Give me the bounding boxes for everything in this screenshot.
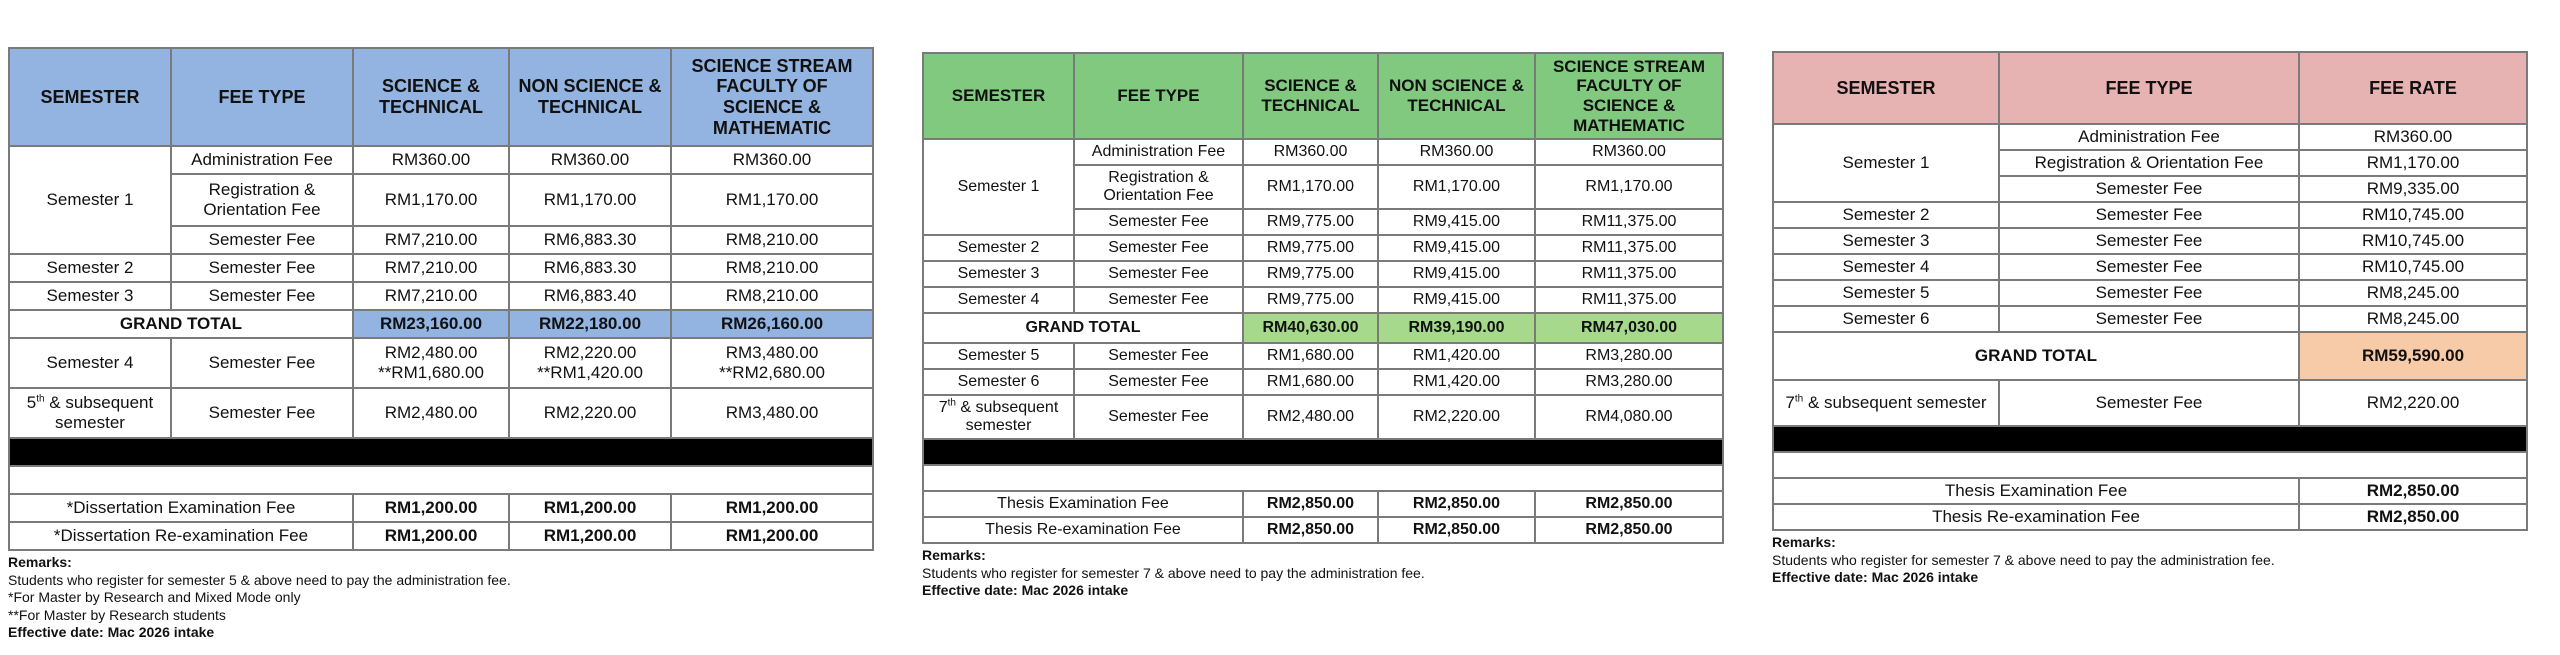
table-row <box>923 261 1723 287</box>
amount-cell: RM7,210.00 <box>353 226 509 254</box>
amount-cell: RM1,680.00 <box>1243 369 1378 395</box>
grand-total-amount: RM39,190.00 <box>1378 313 1535 343</box>
remarks-line: *For Master by Research and Mixed Mode only <box>8 589 301 605</box>
fee-type-cell: Administration Fee <box>171 146 353 174</box>
remarks-title: Remarks: <box>8 554 72 570</box>
amount-cell: RM2,850.00 <box>1378 517 1535 543</box>
remarks-line: Students who register for semester 7 & above need to pay the administration fee. <box>1772 551 2275 568</box>
amount-cell: RM360.00 <box>2299 124 2527 150</box>
grand-total-label: GRAND TOTAL <box>923 313 1243 343</box>
semester-cell: Semester 1 <box>923 139 1074 235</box>
exam-fee-label: *Dissertation Re-examination Fee <box>9 522 353 550</box>
amount-cell: RM9,775.00 <box>1243 235 1378 261</box>
remarks <box>8 554 874 642</box>
amount-cell: RM2,850.00 <box>1535 517 1723 543</box>
exam-fee-label: Thesis Examination Fee <box>923 491 1243 517</box>
amount-line: **RM1,680.00 <box>378 363 484 382</box>
amount-cell: RM8,210.00 <box>671 254 873 282</box>
exam-row <box>923 517 1723 543</box>
amount-cell: RM8,210.00 <box>671 282 873 310</box>
grand-total-row <box>923 313 1723 343</box>
amount-cell: RM9,775.00 <box>1243 209 1378 235</box>
grand-total-label: GRAND TOTAL <box>1773 332 2299 380</box>
semester-cell: Semester 3 <box>1773 228 1999 254</box>
amount-cell: RM2,480.00 <box>1243 395 1378 439</box>
fee-type-cell: Semester Fee <box>1999 254 2299 280</box>
header-fee-rate: FEE RATE <box>2299 52 2527 124</box>
amount-cell: RM3,280.00 <box>1535 369 1723 395</box>
header-row <box>923 53 1723 139</box>
amount-line: **RM2,680.00 <box>719 363 825 382</box>
fee-type-cell: Semester Fee <box>1074 261 1243 287</box>
grand-total-amount: RM26,160.00 <box>671 310 873 338</box>
fee-table-3-block <box>1772 51 2528 587</box>
semester-cell: Semester 1 <box>1773 124 1999 202</box>
semester-cell <box>1773 380 1999 426</box>
table-row <box>9 146 873 174</box>
amount-cell: RM2,850.00 <box>1535 491 1723 517</box>
semester-cell <box>923 395 1074 439</box>
amount-cell: RM1,170.00 <box>1535 165 1723 209</box>
spacer-row <box>923 465 1723 491</box>
amount-cell: RM1,170.00 <box>353 174 509 226</box>
header-fee-type: FEE TYPE <box>1999 52 2299 124</box>
fee-type-cell: Semester Fee <box>1999 280 2299 306</box>
semester-cell: Semester 1 <box>9 146 171 254</box>
ordinal-suffix: th <box>1794 393 1804 405</box>
semester-cell: Semester 3 <box>923 261 1074 287</box>
fee-type-cell: Semester Fee <box>1074 395 1243 439</box>
amount-cell: RM4,080.00 <box>1535 395 1723 439</box>
semester-cell: Semester 6 <box>1773 306 1999 332</box>
fee-type-cell: Registration & Orientation Fee <box>1074 165 1243 209</box>
amount-cell: RM8,245.00 <box>2299 306 2527 332</box>
amount-cell: RM1,170.00 <box>1243 165 1378 209</box>
remarks <box>1772 534 2528 587</box>
exam-fee-label: Thesis Examination Fee <box>1773 478 2299 504</box>
table-row <box>923 369 1723 395</box>
semester-suffix: & subsequent semester <box>955 398 1059 434</box>
header-non-science-technical: NON SCIENCE & TECHNICAL <box>1378 53 1535 139</box>
amount-cell: RM2,850.00 <box>1378 491 1535 517</box>
header-non-science-technical: NON SCIENCE & TECHNICAL <box>509 48 671 146</box>
table-row <box>9 388 873 438</box>
semester-cell: Semester 2 <box>923 235 1074 261</box>
header-row <box>9 48 873 146</box>
ordinal-suffix: th <box>36 393 45 405</box>
amount-cell: RM2,220.00 <box>509 388 671 438</box>
amount-cell: RM9,775.00 <box>1243 261 1378 287</box>
amount-cell: RM2,480.00 <box>353 388 509 438</box>
exam-fee-label: Thesis Re-examination Fee <box>923 517 1243 543</box>
header-row <box>1773 52 2527 124</box>
amount-cell: RM10,745.00 <box>2299 202 2527 228</box>
amount-cell: RM7,210.00 <box>353 282 509 310</box>
fee-type-cell: Semester Fee <box>1999 176 2299 202</box>
amount-cell: RM9,415.00 <box>1378 261 1535 287</box>
amount-cell: RM2,850.00 <box>2299 504 2527 530</box>
amount-cell: RM1,170.00 <box>2299 150 2527 176</box>
header-science-stream: SCIENCE STREAM FACULTY OF SCIENCE & MATHEMATIC <box>1535 53 1723 139</box>
amount-cell: RM1,200.00 <box>353 522 509 550</box>
table-row <box>923 235 1723 261</box>
amount-cell: RM2,220.00 <box>1378 395 1535 439</box>
header-fee-type: FEE TYPE <box>1074 53 1243 139</box>
remarks-title: Remarks: <box>922 547 986 563</box>
semester-number: 7 <box>938 398 948 416</box>
amount-cell: RM1,170.00 <box>509 174 671 226</box>
semester-suffix: & subsequent semester <box>1803 393 1987 413</box>
exam-row <box>923 491 1723 517</box>
amount-cell: RM2,850.00 <box>1243 491 1378 517</box>
header-semester: SEMESTER <box>9 48 171 146</box>
fee-type-cell: Semester Fee <box>171 282 353 310</box>
amount-cell: RM1,200.00 <box>353 494 509 522</box>
spacer-row <box>1773 452 2527 478</box>
amount-line: RM2,480.00 <box>384 343 478 363</box>
table-row <box>1773 280 2527 306</box>
amount-cell: RM1,200.00 <box>509 494 671 522</box>
spacer-row <box>9 466 873 494</box>
semester-cell: Semester 4 <box>923 287 1074 313</box>
table-row <box>1773 254 2527 280</box>
amount-cell <box>671 338 873 388</box>
fee-type-cell: Semester Fee <box>1999 202 2299 228</box>
grand-total-amount: RM40,630.00 <box>1243 313 1378 343</box>
effective-date: Effective date: Mac 2026 intake <box>1772 569 1979 585</box>
amount-cell: RM6,883.40 <box>509 282 671 310</box>
amount-cell: RM9,775.00 <box>1243 287 1378 313</box>
amount-cell: RM9,335.00 <box>2299 176 2527 202</box>
table-row <box>9 254 873 282</box>
amount-cell: RM2,850.00 <box>1243 517 1378 543</box>
fee-type-cell: Semester Fee <box>171 226 353 254</box>
fee-table-3 <box>1772 51 2528 531</box>
amount-cell: RM3,280.00 <box>1535 343 1723 369</box>
amount-cell: RM6,883.30 <box>509 226 671 254</box>
header-fee-type: FEE TYPE <box>171 48 353 146</box>
table-row <box>1773 124 2527 150</box>
table-row <box>9 338 873 388</box>
amount-cell: RM10,745.00 <box>2299 228 2527 254</box>
amount-cell: RM9,415.00 <box>1378 287 1535 313</box>
fee-type-cell: Semester Fee <box>1074 235 1243 261</box>
amount-cell: RM2,220.00 <box>2299 380 2527 426</box>
grand-total-row <box>9 310 873 338</box>
grand-total-label: GRAND TOTAL <box>9 310 353 338</box>
fee-type-cell: Semester Fee <box>1074 343 1243 369</box>
table-row <box>1773 228 2527 254</box>
fee-type-cell: Administration Fee <box>1999 124 2299 150</box>
fee-type-cell: Semester Fee <box>171 338 353 388</box>
amount-cell: RM360.00 <box>1378 139 1535 165</box>
amount-cell: RM360.00 <box>1243 139 1378 165</box>
amount-cell: RM9,415.00 <box>1378 235 1535 261</box>
grand-total-amount: RM47,030.00 <box>1535 313 1723 343</box>
header-semester: SEMESTER <box>1773 52 1999 124</box>
separator-bar <box>1773 426 2527 452</box>
remarks-line: Students who register for semester 5 & above need to pay the administration fee. <box>8 571 511 588</box>
exam-row <box>9 494 873 522</box>
amount-cell: RM1,170.00 <box>1378 165 1535 209</box>
effective-date: Effective date: Mac 2026 intake <box>8 624 215 640</box>
fee-type-cell: Semester Fee <box>1074 369 1243 395</box>
fee-type-cell: Registration & Orientation Fee <box>171 174 353 226</box>
amount-cell: RM360.00 <box>353 146 509 174</box>
exam-row <box>9 522 873 550</box>
header-science-technical: SCIENCE & TECHNICAL <box>353 48 509 146</box>
semester-cell: Semester 4 <box>1773 254 1999 280</box>
semester-cell: Semester 2 <box>9 254 171 282</box>
amount-cell: RM1,200.00 <box>671 522 873 550</box>
amount-cell: RM1,200.00 <box>671 494 873 522</box>
header-science-stream: SCIENCE STREAM FACULTY OF SCIENCE & MATHEMATIC <box>671 48 873 146</box>
remarks-title: Remarks: <box>1772 534 1836 550</box>
amount-cell <box>353 338 509 388</box>
semester-cell: Semester 5 <box>923 343 1074 369</box>
semester-cell: Semester 3 <box>9 282 171 310</box>
amount-cell: RM1,680.00 <box>1243 343 1378 369</box>
amount-cell: RM3,480.00 <box>671 388 873 438</box>
grand-total-amount: RM22,180.00 <box>509 310 671 338</box>
table-row <box>9 282 873 310</box>
amount-cell: RM10,745.00 <box>2299 254 2527 280</box>
amount-cell: RM11,375.00 <box>1535 287 1723 313</box>
fee-type-cell: Semester Fee <box>1999 380 2299 426</box>
ordinal-suffix: th <box>947 397 956 409</box>
amount-cell: RM1,200.00 <box>509 522 671 550</box>
fee-type-cell: Semester Fee <box>1999 306 2299 332</box>
amount-cell: RM11,375.00 <box>1535 235 1723 261</box>
exam-fee-label: Thesis Re-examination Fee <box>1773 504 2299 530</box>
header-science-technical: SCIENCE & TECHNICAL <box>1243 53 1378 139</box>
semester-cell: Semester 5 <box>1773 280 1999 306</box>
amount-cell: RM360.00 <box>1535 139 1723 165</box>
fee-table-1-block <box>8 47 874 642</box>
amount-line: RM2,220.00 <box>543 343 637 363</box>
fee-type-cell: Semester Fee <box>1074 287 1243 313</box>
semester-number: 7 <box>1785 393 1795 413</box>
amount-cell: RM1,420.00 <box>1378 369 1535 395</box>
amount-line: RM3,480.00 <box>725 343 819 363</box>
fee-type-cell: Registration & Orientation Fee <box>1999 150 2299 176</box>
amount-cell: RM2,850.00 <box>2299 478 2527 504</box>
table-row <box>1773 380 2527 426</box>
amount-cell: RM6,883.30 <box>509 254 671 282</box>
effective-date: Effective date: Mac 2026 intake <box>922 582 1129 598</box>
semester-suffix: & subsequent semester <box>44 393 154 432</box>
amount-cell: RM360.00 <box>671 146 873 174</box>
fee-type-cell: Semester Fee <box>1999 228 2299 254</box>
amount-cell: RM9,415.00 <box>1378 209 1535 235</box>
amount-cell: RM8,245.00 <box>2299 280 2527 306</box>
header-semester: SEMESTER <box>923 53 1074 139</box>
exam-row <box>1773 478 2527 504</box>
remarks-line: **For Master by Research students <box>8 606 226 623</box>
amount-cell: RM8,210.00 <box>671 226 873 254</box>
table-row <box>1773 306 2527 332</box>
semester-number: 5 <box>26 393 37 413</box>
separator-bar <box>923 439 1723 465</box>
table-row <box>923 287 1723 313</box>
table-row <box>923 139 1723 165</box>
remarks <box>922 547 1724 600</box>
fee-table-2-block <box>922 52 1724 600</box>
table-row <box>923 343 1723 369</box>
semester-cell: Semester 6 <box>923 369 1074 395</box>
amount-cell <box>509 338 671 388</box>
fee-type-cell: Semester Fee <box>171 254 353 282</box>
grand-total-amount: RM59,590.00 <box>2299 332 2527 380</box>
semester-cell: Semester 4 <box>9 338 171 388</box>
semester-cell: Semester 2 <box>1773 202 1999 228</box>
fee-type-cell: Administration Fee <box>1074 139 1243 165</box>
grand-total-row <box>1773 332 2527 380</box>
separator-bar <box>9 438 873 466</box>
fee-table-2 <box>922 52 1724 544</box>
semester-cell <box>9 388 171 438</box>
exam-fee-label: *Dissertation Examination Fee <box>9 494 353 522</box>
amount-cell: RM1,170.00 <box>671 174 873 226</box>
fee-type-cell: Semester Fee <box>1074 209 1243 235</box>
table-row <box>923 395 1723 439</box>
fee-table-1 <box>8 47 874 551</box>
amount-cell: RM360.00 <box>509 146 671 174</box>
table-row <box>1773 202 2527 228</box>
amount-cell: RM11,375.00 <box>1535 261 1723 287</box>
amount-line: **RM1,420.00 <box>537 363 643 382</box>
amount-cell: RM1,420.00 <box>1378 343 1535 369</box>
fee-type-cell: Semester Fee <box>171 388 353 438</box>
remarks-line: Students who register for semester 7 & above need to pay the administration fee. <box>922 564 1425 581</box>
exam-row <box>1773 504 2527 530</box>
amount-cell: RM7,210.00 <box>353 254 509 282</box>
grand-total-amount: RM23,160.00 <box>353 310 509 338</box>
amount-cell: RM11,375.00 <box>1535 209 1723 235</box>
